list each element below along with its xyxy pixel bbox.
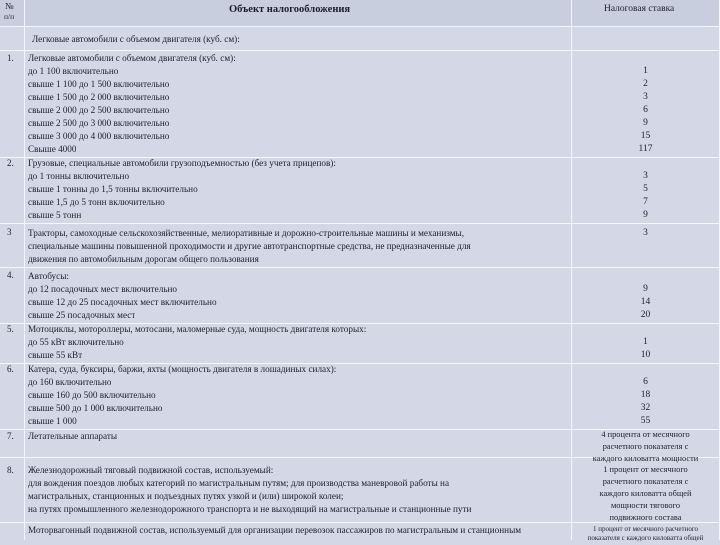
row-text: свыше 2 500 до 3 000 включительно: [28, 118, 170, 128]
row-text: Железнодорожный тяговый подвижной состав, используемый:: [28, 465, 274, 475]
rate-value: 7: [643, 197, 648, 207]
row-text: Моторвагонный подвижной состав, используемый для организации перевозок пассажиров по магистральным и станционным: [28, 525, 522, 535]
row-text: Грузовые, специальные автомобили грузоподъемностью (без учета прицепов):: [28, 158, 336, 168]
rate-value: 6: [643, 377, 648, 387]
row-text: Тракторы, самоходные сельскохозяйственные, мелиоративные и дорожно-строительные машины и механизмы,: [28, 228, 465, 238]
row-divider: [0, 50, 720, 51]
row-text: свыше 1 000: [28, 416, 77, 426]
intro-line: Легковые автомобили с объемом двигателя (куб. см):: [32, 34, 240, 44]
row-text: Автобусы:: [28, 271, 69, 281]
row-divider: [0, 223, 720, 224]
rate-value: 9: [643, 284, 648, 294]
row-text: Свыше 4000: [28, 144, 77, 154]
row-text: Летательные аппараты: [28, 431, 118, 441]
rate-value: 9: [643, 210, 648, 220]
row-number: 4.: [7, 270, 14, 280]
rate-value: 18: [640, 390, 651, 400]
row-text: свыше 5 тонн: [28, 210, 82, 220]
row-text: Мотоциклы, мотороллеры, мотосани, маломерные суда, мощность двигателя которых:: [28, 324, 367, 334]
row-text: свыше 25 посадочных мест: [28, 310, 136, 320]
rate-value: 2: [643, 79, 648, 89]
row-text: специальные машины повышенной проходимости и другие автотранспортные средства, не предназначенные для: [28, 241, 471, 251]
row-text: свыше 1 тонны до 1,5 тонны включительно: [28, 184, 198, 194]
row-text: свыше 55 кВт: [28, 350, 83, 360]
object-header: Объект налогообложения: [229, 4, 351, 15]
row-text: свыше 1 500 до 2 000 включительно: [28, 92, 170, 102]
row-text: до 55 кВт включительно: [28, 337, 124, 347]
rate-value: 1: [643, 66, 648, 76]
row-text: свыше 2 000 до 2 500 включительно: [28, 105, 170, 115]
row-number: 1.: [7, 53, 14, 63]
row-text: свыше 3 000 до 4 000 включительно: [28, 131, 170, 141]
row-text: на путях промышленного железнодорожного транспорта и не выходящий на магистральные и станционные пути: [28, 504, 472, 514]
row-text: Катера, суда, буксиры, баржи, яхты (мощность двигателя в лошадиных силах):: [28, 364, 337, 374]
rate-value: каждого киловатта общей: [599, 489, 692, 498]
rate-value: 1 процент от месячного: [603, 465, 688, 474]
row-number: 5.: [7, 324, 14, 334]
row-number: 7.: [7, 431, 14, 441]
row-text: до 1 тонны включительно: [28, 171, 130, 181]
rate-value: 5: [643, 184, 648, 194]
rate-value: 9: [643, 118, 648, 128]
row-text: свыше 1 100 до 1 500 включительно: [28, 79, 170, 89]
row-number: 6.: [7, 364, 14, 374]
rate-header: Налоговая ставка: [604, 4, 675, 14]
row-text: магистральных, станционных и подъездных путях узкой и (или) широкой колеи;: [28, 491, 344, 501]
rate-value: расчетного показателя с: [602, 477, 689, 486]
row-text: до 12 посадочных мест включительно: [28, 284, 178, 294]
rate-value: 3: [643, 228, 648, 238]
row-text: до 1 100 включительно: [28, 66, 119, 76]
rate-value: показателя с каждого киловатта общей: [587, 534, 704, 542]
row-number: 2.: [7, 158, 14, 168]
rate-value: 4 процента от месячного: [601, 430, 690, 439]
rate-value: 117: [638, 144, 653, 154]
row-divider: [0, 26, 720, 27]
rate-value: 20: [640, 310, 651, 320]
rate-value: 3: [643, 171, 648, 181]
row-text: свыше 12 до 25 посадочных мест включительно: [28, 297, 217, 307]
rate-value: 10: [640, 350, 651, 360]
rate-value: 55: [640, 416, 651, 426]
rate-value: 32: [640, 403, 651, 413]
row-text: Легковые автомобили с объемом двигателя (куб. см):: [28, 53, 236, 63]
rate-value: 1 процент от месячного расчетного: [592, 525, 699, 533]
rate-value: 15: [640, 131, 651, 141]
row-text: свыше 1,5 до 5 тонн включительно: [28, 197, 165, 207]
row-divider: [0, 267, 720, 268]
row-text: свыше 500 до 1 000 включительно: [28, 403, 163, 413]
rate-value: 3: [643, 92, 648, 102]
rate-value: 6: [643, 105, 648, 115]
row-text: свыше 160 до 500 включительно: [28, 390, 156, 400]
rate-value: 14: [640, 297, 651, 307]
rate-value: расчетного показателя с: [602, 442, 689, 451]
row-number: 3: [7, 227, 12, 237]
rate-value: подвижного состава: [609, 513, 682, 522]
row-text: движения по автомобильным дорогам общего пользования: [28, 254, 259, 264]
row-number: 8.: [7, 465, 14, 475]
row-text: до 160 включительно: [28, 377, 112, 387]
col-divider: [24, 0, 25, 540]
rate-value: каждого киловатта мощности: [592, 454, 699, 463]
rate-value: мощности тягового: [610, 501, 681, 510]
rate-value: 1: [643, 337, 648, 347]
row-text: для вождения поездов любых категорий по магистральным путям; для производства маневровой работы на: [28, 478, 450, 488]
num-header-2: п/п: [4, 12, 15, 21]
num-header-1: №: [5, 1, 14, 11]
